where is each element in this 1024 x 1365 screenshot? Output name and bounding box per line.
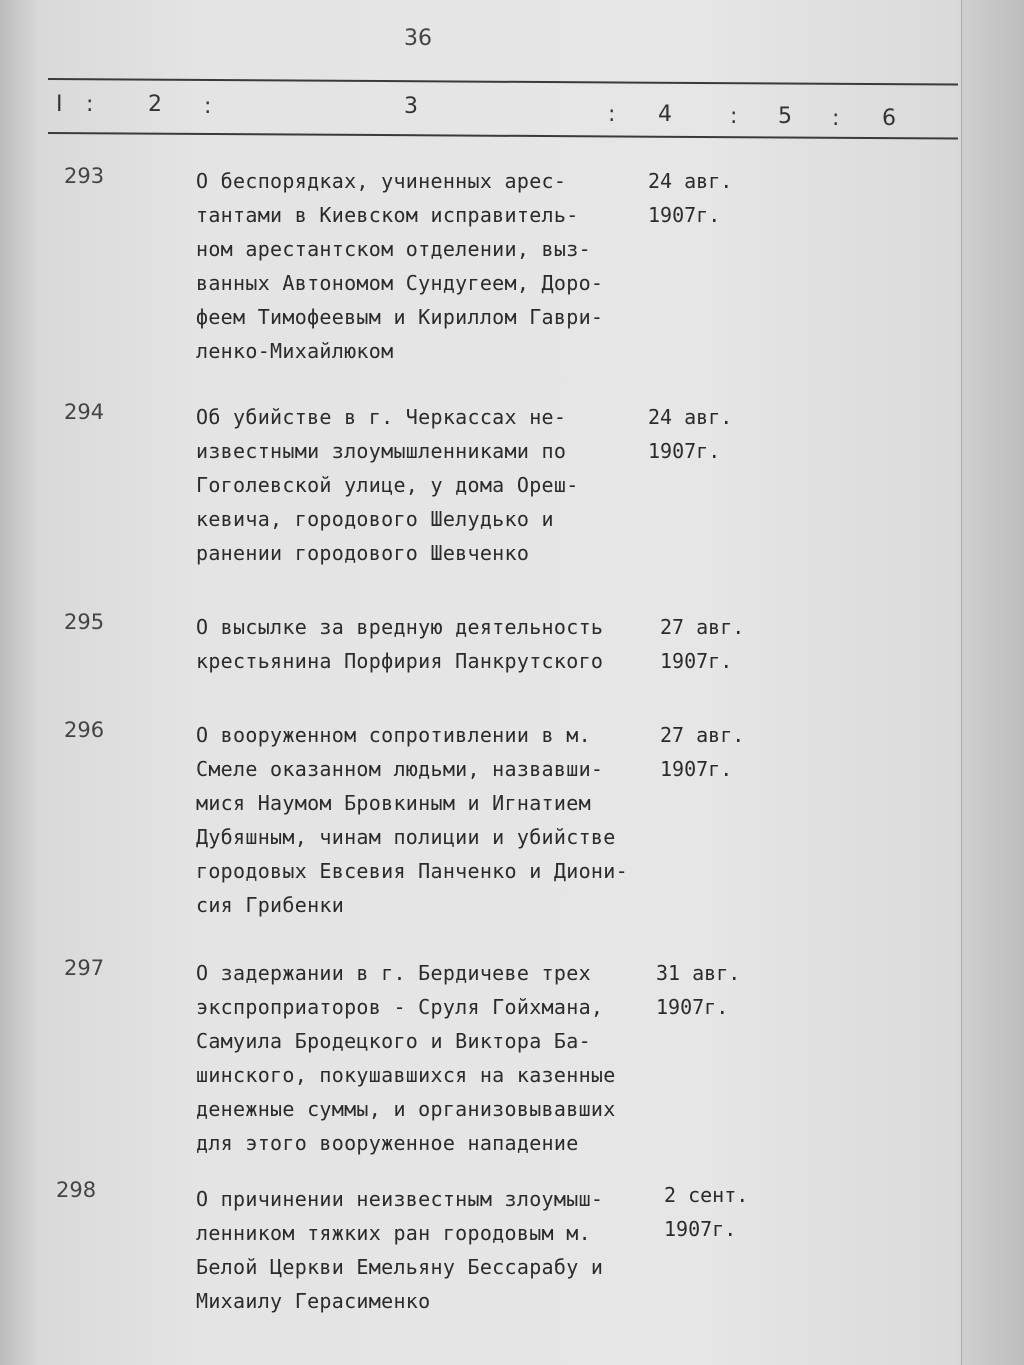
title-line: городовых Евсевия Панченко и Диони-	[196, 859, 628, 883]
title-line: крестьянина Порфирия Панкрутского	[196, 649, 604, 673]
title-line: Гоголевской улице, у дома Ореш-	[196, 473, 579, 497]
entry-number: 296	[64, 718, 105, 742]
entry-title	[196, 610, 603, 678]
entry-title	[196, 1182, 603, 1318]
entry-date	[656, 956, 740, 1024]
title-line: сия Грибенки	[196, 893, 345, 917]
title-line: денежные суммы, и организовывавших	[196, 1097, 616, 1121]
entry-date	[660, 610, 744, 678]
date-line: 31 авг.	[656, 961, 741, 985]
column-separator: :	[730, 104, 738, 129]
title-line: мися Наумом Бровкиным и Игнатием	[196, 791, 591, 815]
title-line: О вооруженном сопротивлении в м.	[196, 723, 591, 747]
entry-number: 295	[64, 610, 105, 634]
title-line: Дубяшным, чинам полиции и убийстве	[196, 825, 616, 849]
entry-title	[196, 956, 616, 1160]
title-line: известными злоумышленниками по	[196, 439, 567, 463]
title-line: Михаилу Герасименко	[196, 1289, 431, 1313]
title-line: ванных Автономом Сундугеем, Доро-	[196, 271, 604, 295]
title-line: Самуила Бродецкого и Виктора Ба-	[196, 1029, 591, 1053]
date-line: 24 авг.	[648, 169, 733, 193]
entry-date	[648, 164, 732, 232]
date-line: 24 авг.	[648, 405, 733, 429]
title-line: для этого вооруженное нападение	[196, 1131, 579, 1155]
table-header-rule	[48, 132, 958, 140]
date-line: 27 авг.	[660, 615, 745, 639]
column-header-2: 2	[148, 92, 162, 117]
title-line: ном арестантском отделении, выз-	[196, 237, 591, 261]
title-line: ленко-Михайлюком	[196, 339, 394, 363]
entry-number: 294	[64, 400, 105, 424]
date-line: 1907г.	[660, 757, 733, 781]
column-header-3: 3	[404, 94, 418, 119]
title-line: ранении городового Шевченко	[196, 541, 530, 565]
date-line: 1907г.	[660, 649, 733, 673]
entry-number: 298	[56, 1178, 97, 1202]
date-line: 1907г.	[664, 1217, 737, 1241]
page-number: 36	[404, 26, 432, 51]
title-line: феем Тимофеевым и Кириллом Гаври-	[196, 305, 604, 329]
title-line: ленником тяжких ран городовым м.	[196, 1221, 591, 1245]
title-line: Белой Церкви Емельяну Бессарабу и	[196, 1255, 604, 1279]
entry-title	[196, 400, 579, 570]
column-separator: :	[832, 106, 840, 131]
title-line: О задержании в г. Бердичеве трех	[196, 961, 591, 985]
date-line: 1907г.	[648, 439, 721, 463]
date-line: 27 авг.	[660, 723, 745, 747]
table-top-rule	[48, 78, 958, 86]
entry-date	[664, 1178, 748, 1246]
column-header-4: 4	[658, 102, 672, 127]
column-header-1: I	[56, 92, 63, 117]
entry-title	[196, 164, 603, 368]
entry-title	[196, 718, 628, 922]
entry-number: 297	[64, 956, 105, 980]
title-line: тантами в Киевском исправитель-	[196, 203, 579, 227]
title-line: О высылке за вредную деятельность	[196, 615, 604, 639]
title-line: кевича, городового Шелудько и	[196, 507, 554, 531]
entry-number: 293	[64, 164, 105, 188]
column-separator: :	[86, 92, 94, 117]
next-page-edge	[961, 0, 1024, 1365]
column-separator: :	[204, 94, 212, 119]
title-line: экспроприаторов - Сруля Гойхмана,	[196, 995, 604, 1019]
date-line: 1907г.	[656, 995, 729, 1019]
title-line: Об убийстве в г. Черкассах не-	[196, 405, 567, 429]
title-line: О беспорядках, учиненных арес-	[196, 169, 567, 193]
entry-date	[648, 400, 732, 468]
column-header-5: 5	[778, 104, 792, 129]
entry-date	[660, 718, 744, 786]
title-line: Смеле оказанном людьми, назвавши-	[196, 757, 604, 781]
column-header-6: 6	[882, 106, 896, 131]
column-separator: :	[608, 102, 616, 127]
title-line: О причинении неизвестным злоумыш-	[196, 1187, 604, 1211]
date-line: 1907г.	[648, 203, 721, 227]
title-line: шинского, покушавшихся на казенные	[196, 1063, 616, 1087]
date-line: 2 сент.	[664, 1183, 749, 1207]
